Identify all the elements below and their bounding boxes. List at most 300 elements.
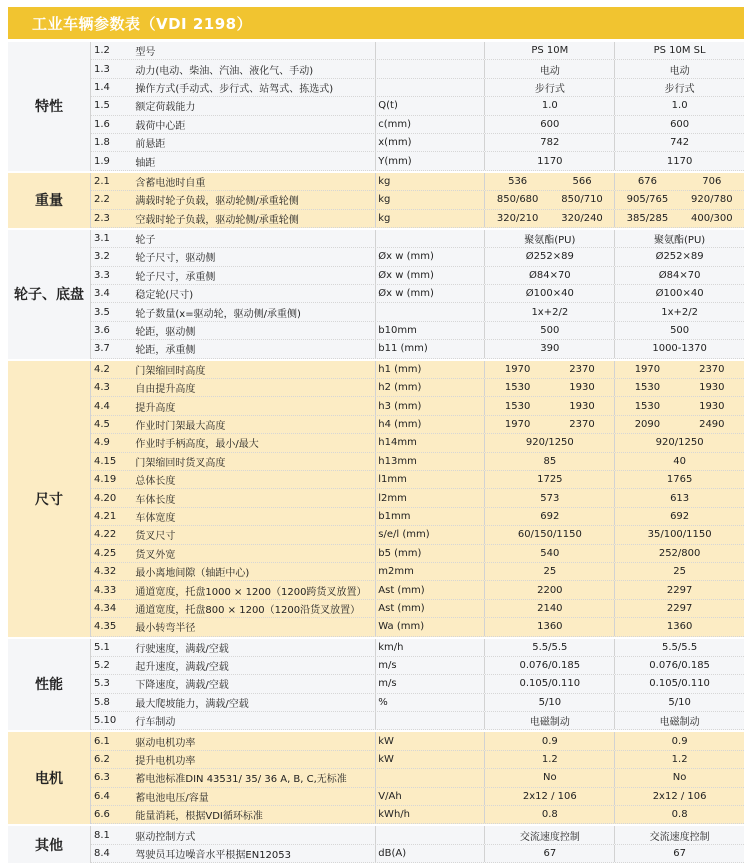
model-1-value xyxy=(484,379,614,396)
row-unit xyxy=(375,79,484,96)
model-1-value: 聚氨酯(PU) xyxy=(484,230,614,247)
spec-row xyxy=(90,248,744,266)
group-label: 性能 xyxy=(8,639,91,731)
row-number: 6.4 xyxy=(94,790,110,802)
row-item: 通道宽度，托盘800 × 1200（1200沿货叉放置） xyxy=(135,604,361,616)
row-number: 4.32 xyxy=(94,566,117,578)
spec-row xyxy=(90,639,744,657)
group-rows xyxy=(90,173,744,228)
model-1-value: 1170 xyxy=(484,152,614,169)
model-2-value: No xyxy=(614,769,744,786)
row-number: 4.2 xyxy=(94,363,110,375)
model-2-value-part: 676 xyxy=(637,175,657,187)
row-item: 行驶速度，满载/空载 xyxy=(135,643,229,655)
row-unit: m/s xyxy=(375,657,484,674)
row-unit: s/e/l (mm) xyxy=(375,526,484,543)
row-number: 4.20 xyxy=(94,492,117,504)
spec-row xyxy=(90,769,744,787)
row-unit xyxy=(375,230,484,247)
model-1-value: 0.105/0.110 xyxy=(484,675,614,692)
row-number: 3.1 xyxy=(94,233,110,245)
model-1-value xyxy=(484,361,614,378)
model-2-value: 聚氨酯(PU) xyxy=(614,230,744,247)
row-item: 轴距 xyxy=(135,157,156,169)
row-number: 2.3 xyxy=(94,212,110,224)
row-number: 1.3 xyxy=(94,63,110,75)
row-unit: h14mm xyxy=(375,434,484,451)
row-unit: h1 (mm) xyxy=(375,361,484,378)
group-rows xyxy=(90,42,744,171)
model-1-value-part: 850/710 xyxy=(561,194,603,206)
spec-row xyxy=(90,116,744,134)
spec-row xyxy=(90,230,744,248)
row-item: 动力(电动、柴油、汽油、液化气、手动) xyxy=(135,65,314,77)
row-number: 2.2 xyxy=(94,194,110,206)
row-item: 轮子尺寸，驱动侧 xyxy=(135,253,216,265)
model-2-value-part: 1930 xyxy=(699,400,725,412)
spec-row xyxy=(90,508,744,526)
row-item: 最小离地间隙（轴距中心) xyxy=(135,568,250,580)
row-item: 轮距，承重侧 xyxy=(135,345,196,357)
row-unit: kW xyxy=(375,732,484,749)
model-1-value-part: 1970 xyxy=(504,363,531,375)
model-1-value: 1.0 xyxy=(484,97,614,114)
row-item: 驾驶员耳边噪音水平根据EN12053 xyxy=(135,849,292,861)
spec-row xyxy=(90,581,744,599)
model-2-value: 2x12 / 106 xyxy=(614,788,744,805)
group-label: 尺寸 xyxy=(8,361,91,637)
group-rows xyxy=(90,826,744,863)
model-2-value: 1170 xyxy=(614,152,744,169)
model-2-value: 2297 xyxy=(614,600,744,617)
model-2-value: 5/10 xyxy=(614,694,744,711)
model-1-value-part: 1970 xyxy=(504,419,531,430)
row-unit: l2mm xyxy=(375,489,484,506)
spec-row xyxy=(90,97,744,115)
row-unit: h3 (mm) xyxy=(375,397,484,414)
model-1-value: 1725 xyxy=(484,471,614,488)
row-item: 驱动控制方式 xyxy=(135,831,196,843)
model-1-value-part: 536 xyxy=(508,175,528,187)
model-2-value: 0.076/0.185 xyxy=(614,657,744,674)
spec-row xyxy=(90,657,744,675)
model-2-value: 40 xyxy=(614,453,744,470)
spec-row xyxy=(90,712,744,730)
spec-row xyxy=(90,322,744,340)
spec-row xyxy=(90,60,744,78)
model-2-value xyxy=(614,210,744,227)
row-item: 最小转弯半径 xyxy=(135,623,196,635)
model-1-value-part: 1530 xyxy=(504,400,531,412)
group-label: 其他 xyxy=(8,826,91,863)
model-2-value: 742 xyxy=(614,134,744,151)
row-item: 门架缩回时高度 xyxy=(135,365,206,377)
model-2-value-part: 1930 xyxy=(699,382,725,394)
model-1-value: 600 xyxy=(484,116,614,133)
row-item: 蓄电池电压/容量 xyxy=(135,792,209,804)
row-item: 提升高度 xyxy=(135,402,176,414)
model-1-value: 2140 xyxy=(484,600,614,617)
model-1-value: 1.2 xyxy=(484,751,614,768)
group-label: 重量 xyxy=(8,173,91,228)
row-number: 3.7 xyxy=(94,343,110,355)
header-notch xyxy=(254,7,268,39)
row-number: 3.3 xyxy=(94,269,110,281)
row-item: 轮子 xyxy=(135,235,156,247)
row-number: 6.2 xyxy=(94,754,110,766)
row-item: 驱动电机功率 xyxy=(135,737,196,749)
model-2-value xyxy=(614,191,744,208)
row-item: 下降速度，满载/空载 xyxy=(135,680,229,692)
model-2-value: 0.105/0.110 xyxy=(614,675,744,692)
model-2-value-part: 2090 xyxy=(634,419,661,430)
model-1-value: 1360 xyxy=(484,618,614,635)
row-unit: l1mm xyxy=(375,471,484,488)
row-unit: c(mm) xyxy=(375,116,484,133)
model-1-value: 电动 xyxy=(484,60,614,77)
row-item: 额定荷载能力 xyxy=(135,102,196,114)
row-number: 4.33 xyxy=(94,584,117,596)
row-item: 空载时轮子负载，驱动轮侧/承重轮侧 xyxy=(135,214,299,226)
model-2-value-part: 706 xyxy=(702,175,722,187)
row-unit: Ast (mm) xyxy=(375,581,484,598)
row-unit: m2mm xyxy=(375,563,484,580)
model-2-value: 67 xyxy=(614,845,744,862)
model-1-value: 500 xyxy=(484,322,614,339)
model-1-value: 2200 xyxy=(484,581,614,598)
model-2-value: Ø252×89 xyxy=(614,248,744,265)
model-2-value: 电动 xyxy=(614,60,744,77)
row-unit: % xyxy=(375,694,484,711)
model-2-value-part: 905/765 xyxy=(626,194,669,206)
spec-row xyxy=(90,453,744,471)
model-1-value: 2x12 / 106 xyxy=(484,788,614,805)
row-item: 提升电机功率 xyxy=(135,756,196,768)
model-1-value: 920/1250 xyxy=(484,434,614,451)
row-number: 4.34 xyxy=(94,602,117,614)
model-1-value: 交流速度控制 xyxy=(484,826,614,843)
model-1-value: Ø100×40 xyxy=(484,285,614,302)
model-2-value-part: 2370 xyxy=(699,363,725,375)
row-unit xyxy=(375,42,484,59)
model-1-value: No xyxy=(484,769,614,786)
row-number: 5.2 xyxy=(94,660,110,672)
model-2-value xyxy=(614,416,744,433)
model-2-value-part: 400/300 xyxy=(691,212,733,224)
row-unit: Q(t) xyxy=(375,97,484,114)
model-2-value xyxy=(614,361,744,378)
spec-row xyxy=(90,191,744,209)
row-unit: Øx w (mm) xyxy=(375,267,484,284)
spec-row xyxy=(90,600,744,618)
row-number: 4.22 xyxy=(94,529,117,541)
model-2-value: Ø84×70 xyxy=(614,267,744,284)
row-number: 6.1 xyxy=(94,735,110,747)
row-item: 能量消耗，根据VDI循环标准 xyxy=(135,811,263,823)
row-unit: kg xyxy=(375,210,484,227)
spec-row xyxy=(90,361,744,379)
row-item: 满载时轮子负载，驱动轮侧/承重轮侧 xyxy=(135,196,299,208)
spec-row xyxy=(90,285,744,303)
row-number: 8.4 xyxy=(94,847,110,859)
row-item: 车体长度 xyxy=(135,494,176,506)
row-item: 含蓄电池时自重 xyxy=(135,177,206,189)
model-2-value: 步行式 xyxy=(614,79,744,96)
row-unit: b1mm xyxy=(375,508,484,525)
model-1-value-part: 1930 xyxy=(569,400,595,412)
model-2-value-part: 2490 xyxy=(699,419,725,430)
model-2-value: 1765 xyxy=(614,471,744,488)
model-2-value-part: 920/780 xyxy=(691,194,733,206)
row-number: 4.3 xyxy=(94,382,110,394)
model-2-value: 920/1250 xyxy=(614,434,744,451)
model-2-value: 1360 xyxy=(614,618,744,635)
model-2-value: 0.8 xyxy=(614,806,744,823)
row-number: 4.9 xyxy=(94,437,110,449)
row-item: 行车制动 xyxy=(135,717,176,729)
spec-group xyxy=(8,228,744,359)
model-1-value: 692 xyxy=(484,508,614,525)
row-number: 4.35 xyxy=(94,621,117,633)
model-1-value-part: 320/210 xyxy=(496,212,539,224)
row-item: 通道宽度，托盘1000 × 1200（1200跨货叉放置） xyxy=(135,586,367,598)
model-2-value: 500 xyxy=(614,322,744,339)
row-item: 型号 xyxy=(135,47,156,59)
model-1-value: 0.9 xyxy=(484,732,614,749)
row-unit: kg xyxy=(375,173,484,190)
model-2-value: 1000-1370 xyxy=(614,340,744,357)
spec-row xyxy=(90,79,744,97)
spec-row xyxy=(90,416,744,434)
row-unit: b11 (mm) xyxy=(375,340,484,357)
row-item: 起升速度，满载/空载 xyxy=(135,662,229,674)
model-2-value: 252/800 xyxy=(614,545,744,562)
row-number: 5.1 xyxy=(94,641,110,653)
spec-row xyxy=(90,788,744,806)
spec-row xyxy=(90,397,744,415)
spec-row xyxy=(90,545,744,563)
spec-row xyxy=(90,42,744,60)
row-number: 4.21 xyxy=(94,510,117,522)
spec-row xyxy=(90,267,744,285)
row-number: 8.1 xyxy=(94,829,110,841)
row-number: 2.1 xyxy=(94,175,110,187)
spec-row xyxy=(90,751,744,769)
group-rows xyxy=(90,732,744,824)
row-unit: b5 (mm) xyxy=(375,545,484,562)
model-2-value xyxy=(614,397,744,414)
spec-row xyxy=(90,434,744,452)
model-1-value-part: 320/240 xyxy=(561,212,603,224)
row-item: 作业时门架最大高度 xyxy=(135,421,226,432)
group-rows xyxy=(90,361,744,637)
model-2-value-part: 1970 xyxy=(634,363,661,375)
row-number: 1.6 xyxy=(94,118,110,130)
row-item: 前悬距 xyxy=(135,139,166,151)
model-1-value xyxy=(484,416,614,433)
spec-group xyxy=(8,730,744,824)
model-1-value-part: 566 xyxy=(572,175,592,187)
row-unit: h4 (mm) xyxy=(375,416,484,433)
row-unit xyxy=(375,60,484,77)
model-1-value: 60/150/1150 xyxy=(484,526,614,543)
row-number: 4.25 xyxy=(94,547,117,559)
page-title: 工业车辆参数表（VDI 2198） xyxy=(32,15,253,33)
spec-row xyxy=(90,379,744,397)
row-number: 4.15 xyxy=(94,455,117,467)
spec-row xyxy=(90,618,744,636)
model-1-value: Ø252×89 xyxy=(484,248,614,265)
row-unit: kWh/h xyxy=(375,806,484,823)
row-item: 载荷中心距 xyxy=(135,120,186,132)
row-item: 蓄电池标准DIN 43531/ 35/ 36 A, B, C,无标准 xyxy=(135,774,347,786)
model-2-value-part: 1530 xyxy=(634,382,661,394)
spec-row xyxy=(90,563,744,581)
spec-group xyxy=(8,359,744,637)
model-1-value: 67 xyxy=(484,845,614,862)
spec-group xyxy=(8,171,744,228)
spec-group xyxy=(8,824,744,863)
model-1-value-part: 2370 xyxy=(569,419,595,430)
row-item: 货叉尺寸 xyxy=(135,531,176,543)
spec-row xyxy=(90,675,744,693)
row-unit: km/h xyxy=(375,639,484,656)
model-1-value: Ø84×70 xyxy=(484,267,614,284)
row-unit: kW xyxy=(375,751,484,768)
model-2-value: 35/100/1150 xyxy=(614,526,744,543)
model-1-value xyxy=(484,210,614,227)
model-2-value: 1.0 xyxy=(614,97,744,114)
row-number: 6.6 xyxy=(94,809,110,821)
spec-row xyxy=(90,471,744,489)
row-unit: Øx w (mm) xyxy=(375,248,484,265)
row-item: 轮子尺寸，承重侧 xyxy=(135,271,216,283)
model-2-value: 0.9 xyxy=(614,732,744,749)
row-unit xyxy=(375,303,484,320)
model-2-value: 1x+2/2 xyxy=(614,303,744,320)
row-number: 3.6 xyxy=(94,325,110,337)
group-label: 轮子、底盘 xyxy=(8,230,91,359)
row-unit xyxy=(375,826,484,843)
row-number: 5.10 xyxy=(94,715,117,727)
header-bar xyxy=(8,7,744,39)
row-number: 1.8 xyxy=(94,137,110,149)
model-1-value: 5/10 xyxy=(484,694,614,711)
model-2-value: 5.5/5.5 xyxy=(614,639,744,656)
row-number: 1.4 xyxy=(94,81,110,93)
row-number: 1.9 xyxy=(94,155,110,167)
row-number: 3.4 xyxy=(94,288,110,300)
model-1-value: 573 xyxy=(484,489,614,506)
model-1-value: 25 xyxy=(484,563,614,580)
spec-row xyxy=(90,732,744,750)
model-1-value: PS 10M xyxy=(484,42,614,59)
spec-group xyxy=(8,637,744,731)
row-unit: m/s xyxy=(375,675,484,692)
row-item: 轮子数量(x=驱动轮，驱动侧/承重侧) xyxy=(135,308,301,320)
row-unit: h2 (mm) xyxy=(375,379,484,396)
spec-row xyxy=(90,152,744,170)
row-item: 稳定轮(尺寸) xyxy=(135,290,194,302)
spec-row xyxy=(90,210,744,228)
model-1-value: 390 xyxy=(484,340,614,357)
model-2-value xyxy=(614,379,744,396)
group-rows xyxy=(90,230,744,359)
model-1-value: 540 xyxy=(484,545,614,562)
row-item: 轮距，驱动侧 xyxy=(135,327,196,339)
model-1-value: 5.5/5.5 xyxy=(484,639,614,656)
model-1-value: 1x+2/2 xyxy=(484,303,614,320)
row-number: 1.2 xyxy=(94,45,110,57)
row-number: 3.2 xyxy=(94,251,110,263)
group-rows xyxy=(90,639,744,731)
model-2-value: 2297 xyxy=(614,581,744,598)
model-1-value: 步行式 xyxy=(484,79,614,96)
model-1-value-part: 850/680 xyxy=(496,194,539,206)
row-unit: Øx w (mm) xyxy=(375,285,484,302)
spec-row xyxy=(90,526,744,544)
spec-row xyxy=(90,845,744,863)
row-number: 4.4 xyxy=(94,400,110,412)
model-1-value xyxy=(484,191,614,208)
spec-table xyxy=(8,40,744,863)
spec-row xyxy=(90,303,744,321)
row-unit xyxy=(375,769,484,786)
row-number: 6.3 xyxy=(94,772,110,784)
row-unit: Y(mm) xyxy=(375,152,484,169)
model-1-value: 85 xyxy=(484,453,614,470)
model-1-value-part: 1530 xyxy=(504,382,531,394)
model-2-value: Ø100×40 xyxy=(614,285,744,302)
row-number: 5.8 xyxy=(94,696,110,708)
spec-row xyxy=(90,489,744,507)
model-2-value: PS 10M SL xyxy=(614,42,744,59)
row-unit xyxy=(375,712,484,729)
row-unit: x(mm) xyxy=(375,134,484,151)
model-2-value: 1.2 xyxy=(614,751,744,768)
model-2-value-part: 1530 xyxy=(634,400,661,412)
row-item: 自由提升高度 xyxy=(135,384,196,396)
row-item: 作业时手柄高度，最小/最大 xyxy=(135,439,259,451)
spec-row xyxy=(90,134,744,152)
spec-row xyxy=(90,340,744,358)
model-1-value: 0.8 xyxy=(484,806,614,823)
model-1-value-part: 1930 xyxy=(569,382,595,394)
row-unit: h13mm xyxy=(375,453,484,470)
row-item: 车体宽度 xyxy=(135,512,176,524)
row-number: 4.5 xyxy=(94,419,110,430)
row-item: 门架缩回时货叉高度 xyxy=(135,457,226,469)
model-2-value: 600 xyxy=(614,116,744,133)
row-item: 操作方式(手动式、步行式、站驾式、拣选式) xyxy=(135,83,334,95)
model-1-value: 电磁制动 xyxy=(484,712,614,729)
row-item: 最大爬坡能力，满载/空载 xyxy=(135,698,249,710)
model-2-value: 25 xyxy=(614,563,744,580)
model-2-value: 692 xyxy=(614,508,744,525)
model-1-value xyxy=(484,397,614,414)
group-label: 电机 xyxy=(8,732,91,824)
model-2-value: 613 xyxy=(614,489,744,506)
model-2-value: 交流速度控制 xyxy=(614,826,744,843)
spec-row xyxy=(90,826,744,844)
row-unit: V/Ah xyxy=(375,788,484,805)
row-number: 4.19 xyxy=(94,474,117,486)
spec-row xyxy=(90,806,744,824)
row-number: 5.3 xyxy=(94,678,110,690)
row-unit: Wa (mm) xyxy=(375,618,484,635)
model-2-value-part: 385/285 xyxy=(626,212,669,224)
spec-row xyxy=(90,694,744,712)
